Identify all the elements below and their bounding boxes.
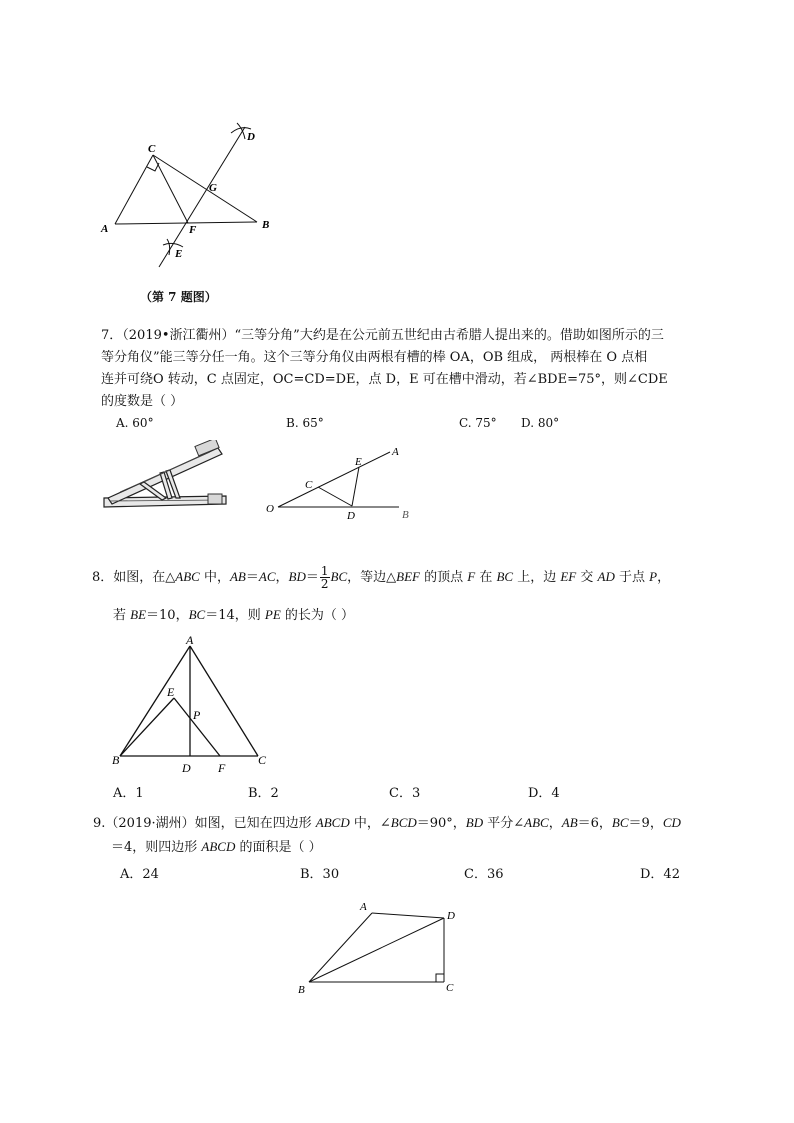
q8-option-b[interactable]: B．2	[248, 786, 279, 801]
q9-option-a[interactable]: A．24	[120, 867, 159, 882]
q8-option-c[interactable]: C．3	[389, 786, 421, 801]
q8-label-d: D	[182, 761, 191, 775]
fig7-label-c: C	[148, 143, 156, 155]
q8-label-a: A	[186, 633, 194, 647]
q9-label-a: A	[360, 901, 367, 913]
q7-diagram-label-a: A	[392, 446, 399, 458]
q7-angle-diagram	[262, 440, 422, 525]
q8-label-p: P	[193, 708, 201, 722]
q7-option-b[interactable]: B. 65°	[286, 416, 324, 430]
q8-label-b: B	[112, 753, 120, 767]
q7-diagram-label-o: O	[266, 503, 274, 515]
fig7-label-d: D	[247, 131, 255, 143]
q9-option-d[interactable]: D．42	[640, 867, 680, 882]
q7-trisector-photo	[100, 440, 230, 520]
figure-7-construction	[95, 115, 295, 275]
q7-text-line-2: 等分角仪”能三等分任一角。这个三等分角仪由两根有槽的棒 OA，OB 组成， 两根棒在 O 点相	[101, 350, 648, 365]
q9-text-line-1: 9.（2019·湖州）如图，已知在四边形 ABCD 中，∠BCD＝90°，BD 平分∠ABC，AB＝6，BC＝9，CD	[93, 815, 681, 831]
q7-diagram-label-b: B	[402, 509, 409, 521]
q8-option-d[interactable]: D．4	[528, 786, 560, 801]
fig7-label-g: G	[209, 182, 217, 194]
q7-diagram-label-e: E	[355, 456, 362, 468]
q9-option-c[interactable]: C．36	[464, 867, 504, 882]
q7-diagram-label-d: D	[347, 510, 355, 522]
q7-option-c[interactable]: C. 75°	[459, 416, 497, 430]
fraction-one-half: $\frac{1}{2}$	[320, 564, 329, 591]
q9-quadrilateral-diagram	[292, 895, 472, 1000]
q9-text-line-2: ＝4，则四边形 ABCD 的面积是（ ）	[111, 839, 322, 855]
fig7-label-a: A	[101, 223, 109, 235]
q8-triangle-diagram	[108, 630, 278, 778]
q8-label-f: F	[218, 761, 226, 775]
q7-text-line-4: 的度数是（ ）	[101, 394, 184, 409]
figure-7-caption: （第 7 题图）	[140, 290, 217, 304]
q8-text-line-1: 8．如图，在△ABC 中，AB＝AC，BD＝ $\frac{1}{2}$ BC，等边△BEF 的顶点 F 在 BC 上，边 EF 交 AD 于点 P，	[92, 564, 671, 591]
q7-text-line-3: 连并可绕O 转动，C 点固定，OC=CD=DE，点 D，E 可在槽中滑动，若∠BDE=75°，则∠CDE	[101, 372, 668, 387]
q9-label-b: B	[298, 984, 305, 996]
q8-text-line-2: 若 BE＝10，BC＝14，则 PE 的长为（ ）	[113, 607, 355, 623]
q8-label-e: E	[167, 685, 175, 699]
q7-option-d[interactable]: D. 80°	[521, 416, 560, 430]
q9-label-d: D	[447, 910, 455, 922]
q7-diagram-label-c: C	[305, 479, 313, 491]
q7-text-line-1: 7．（2019•浙江衢州）“三等分角”大约是在公元前五世纪由古希腊人提出来的。借助如图所示的三	[101, 328, 664, 343]
fig7-label-e: E	[175, 248, 183, 260]
fig7-label-b: B	[262, 219, 270, 231]
q9-label-c: C	[446, 982, 454, 994]
q7-option-a[interactable]: A. 60°	[116, 416, 154, 430]
q8-label-c: C	[258, 753, 267, 767]
q8-option-a[interactable]: A．1	[113, 786, 144, 801]
q9-option-b[interactable]: B．30	[300, 867, 340, 882]
fig7-label-f: F	[189, 224, 197, 236]
